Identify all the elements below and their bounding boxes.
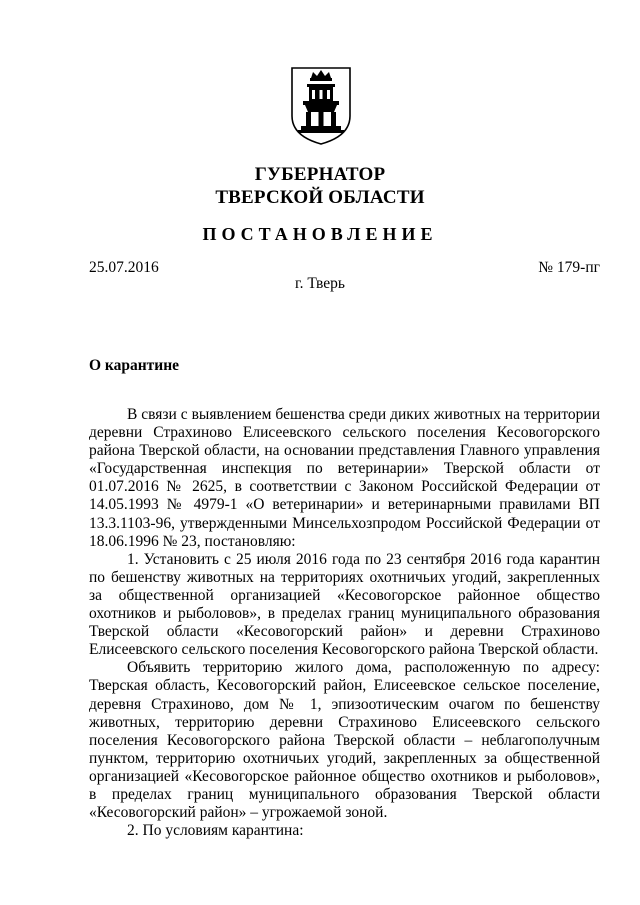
document-body [89,406,600,840]
document-type: ПОСТАНОВЛЕНИЕ [202,224,438,244]
document-number: № 179-пг [538,259,600,276]
body-paragraph: В связи с выявлением бешенства среди диких животных на территории деревни Страхиново Елисеевского сельского поселения Кесовогорского района Тверской области, на основании представления Главного управления «Государственная инспекция по ветеринарии» Тверской области от 01.07.2016 № 2625, в соответствии с Законом Российской Федерации от 14.05.1993 № 4979-1 «О ветеринарии» и ветеринарными правилами ВП 13.3.1103-96, утвержденными Минсельхозпродом Российской Федерации от 18.06.1996 № 23, постановляю: [89,406,600,550]
body-paragraph: 1. Установить с 25 июля 2016 года по 23 сентября 2016 года карантин по бешенству животных на территориях охотничьих угодий, закрепленных за общественной организацией «Кесовогорское районное общество охотников и рыболовов», в пределах границ муниципального образования Тверской области «Кесовогорский район» и деревни Страхиново Елисеевского сельского поселения Кесовогорского района Тверской области. [89,550,600,659]
document-subject: О карантине [89,357,180,374]
issuer-title: ГУБЕРНАТОР [254,164,386,185]
document-city: г. Тверь [295,275,345,292]
body-paragraph: Объявить территорию жилого дома, расположенную по адресу: Тверская область, Кесовогорский район, Елисеевское сельское поселение, деревня Страхиново, дом № 1, эпизоотическим очагом по бешенству животных, территорию деревни Страхиново Елисеевского сельского поселения Кесовогорского района Тверской области – неблагополучным пунктом, территорию охотничьих угодий, закрепленных за общественной организацией «Кесовогорское районное общество охотников и рыболовов», в пределах границ муниципального образования Тверской области «Кесовогорский район» – угрожаемой зоной. [89,659,600,822]
body-paragraph: 2. По условиям карантина: [127,822,304,840]
document-date: 25.07.2016 [89,259,159,276]
issuer-region: ТВЕРСКОЙ ОБЛАСТИ [215,187,425,208]
coat-of-arms-icon [289,66,353,146]
